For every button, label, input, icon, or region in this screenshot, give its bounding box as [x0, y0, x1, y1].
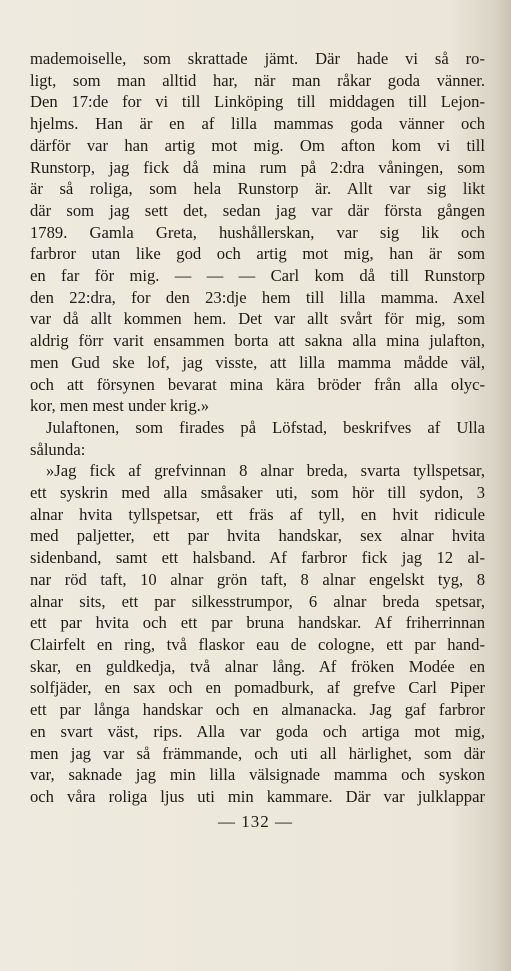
body-text [30, 48, 485, 808]
text-line: ligt, som man alltid har, när man råkar goda vänner. [30, 70, 485, 90]
text-line: Clairfelt en ring, två flaskor eau de cologne, ett par hand‑ [30, 634, 485, 654]
text-line: hjelms. Han är en af lilla mammas goda vänner och [30, 114, 485, 134]
text-line: men Gud ske lof, jag visste, att lilla mamma mådde väl, [30, 352, 485, 372]
text-line: ett syskrin med alla småsaker uti, som hör till sydon, 3 [30, 483, 485, 503]
text-line: är så roliga, som hela Runstorp är. Allt var sig likt [30, 179, 485, 199]
text-line: skar, en guldkedja, två alnar lång. Af fröken Modée en [30, 656, 485, 676]
text-line: kor, men mest under krig.» [30, 396, 210, 416]
text-line: med paljetter, ett par hvita handskar, sex alnar hvita [30, 526, 485, 546]
text-line: där som jag sett det, sedan jag var där första gången [30, 200, 485, 220]
text-line: därför var han artig mot mig. Om afton kom vi till [30, 135, 485, 155]
text-line: Den 17:de for vi till Linköping till middagen till Lejon‑ [30, 92, 485, 112]
text-line: en svart väst, rips. Alla var goda och artiga mot mig, [30, 721, 485, 741]
text-line: den 22:dra, for den 23:dje hem till lilla mamma. Axel [30, 287, 485, 307]
page-number: — 132 — [218, 812, 293, 831]
text-line: farbror utan like god och artig mot mig, han är som [30, 244, 485, 264]
text-line: en far för mig. — — — Carl kom då till Runstorp [30, 266, 485, 286]
text-line: var då allt kommen hem. Det var allt svårt för mig, som [30, 309, 485, 329]
text-line: ett par hvita och ett par bruna handskar. Af friherrinnan [30, 613, 485, 633]
text-line: var, saknade jag min lilla välsignade mamma och syskon [30, 765, 485, 785]
text-line: 1789. Gamla Greta, hushållerskan, var sig lik och [30, 222, 485, 242]
text-line: och våra roliga ljus uti min kammare. Där var julklappar [30, 786, 485, 806]
text-line: och att försynen bevarat mina kära bröder från alla olyc‑ [30, 374, 485, 394]
text-line: Runstorp, jag fick då mina rum på 2:dra våningen, som [30, 157, 485, 177]
text-line: sålunda: [30, 439, 86, 459]
text-line: Julaftonen, som firades på Löfstad, beskrifves af Ulla [46, 417, 485, 437]
text-line: mademoiselle, som skrattade jämt. Där hade vi så ro‑ [30, 49, 485, 68]
text-line: sidenband, samt ett halsband. Af farbror fick jag 12 al‑ [30, 548, 485, 568]
text-line: nar röd taft, 10 alnar grön taft, 8 alnar engelskt tyg, 8 [30, 569, 485, 589]
text-line: alnar hvita tyllspetsar, ett fräs af tyll, en hvit ridicule [30, 504, 485, 524]
text-line: alnar sits, ett par silkesstrumpor, 6 alnar breda spetsar, [30, 591, 485, 611]
text-line: men jag var så främmande, och uti all härlighet, som där [30, 743, 485, 763]
text-line: solfjäder, en sax och en pomadburk, af grefve Carl Piper [30, 678, 485, 698]
text-line: aldrig förr varit ensammen borta att sakna alla mina julafton, [30, 331, 485, 351]
text-line: »Jag fick af grefvinnan 8 alnar breda, svarta tyllspetsar, [46, 461, 485, 481]
text-line: ett par långa handskar och en almanacka. Jag gaf farbror [30, 700, 485, 720]
